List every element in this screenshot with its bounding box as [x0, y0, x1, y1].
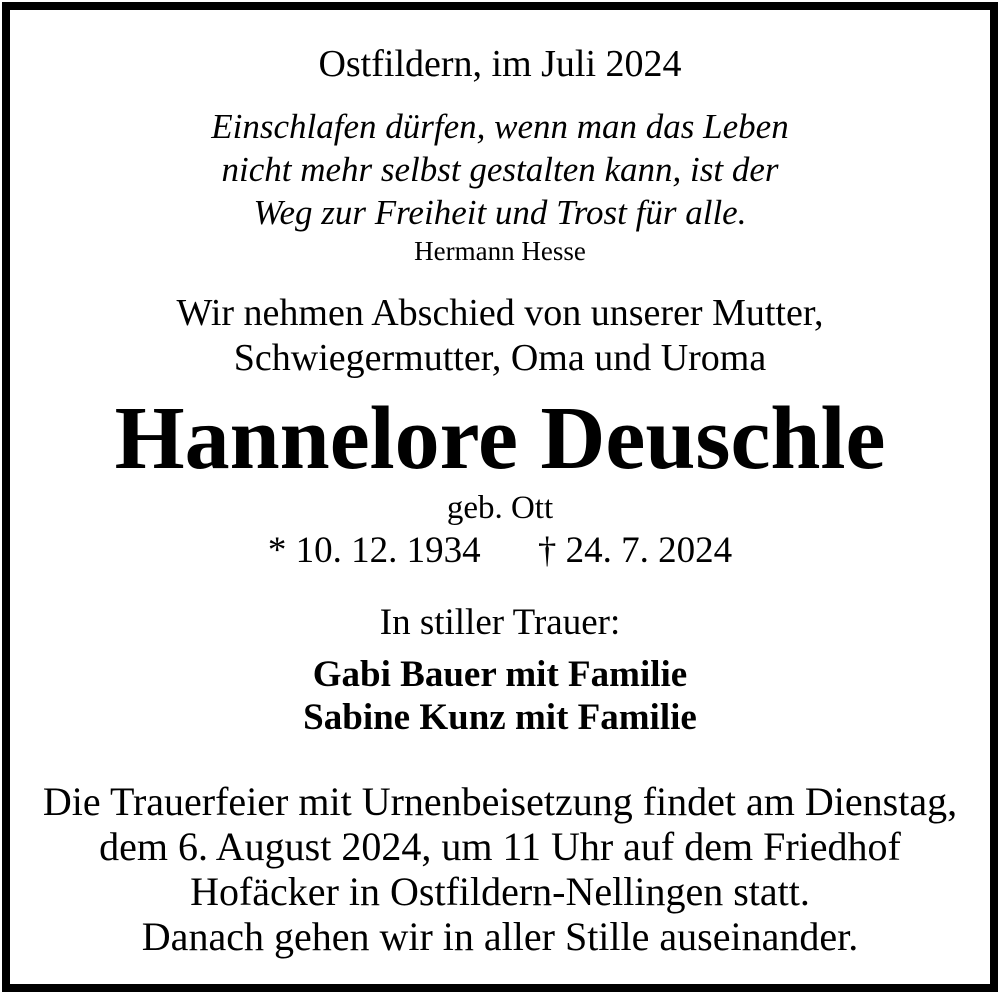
mourners-list	[10, 653, 990, 739]
maiden-name: geb. Ott	[446, 490, 554, 526]
mourner: Sabine Kunz mit Familie	[303, 697, 697, 738]
mourner: Gabi Bauer mit Familie	[312, 654, 688, 695]
birth-date: * 10. 12. 1934	[267, 530, 481, 571]
death-date: † 24. 7. 2024	[537, 530, 733, 571]
funeral-details-line: Hofäcker in Ostfildern-Nellingen statt.	[190, 869, 810, 914]
funeral-details-line: dem 6. August 2024, um 11 Uhr auf dem Friedhof	[99, 824, 901, 869]
obituary-notice	[2, 2, 998, 992]
dateline: Ostfildern, im Juli 2024	[318, 43, 682, 85]
life-dates	[10, 530, 990, 572]
farewell-intro-line: Wir nehmen Abschied von unserer Mutter,	[176, 292, 824, 334]
funeral-details	[10, 779, 990, 959]
farewell-intro-line: Schwiegermutter, Oma und Uroma	[233, 337, 767, 379]
quote-attribution: Hermann Hesse	[414, 236, 586, 266]
deceased-name: Hannelore Deuschle	[114, 389, 886, 488]
quote-block	[10, 105, 990, 267]
funeral-details-line: Danach gehen wir in aller Stille auseinander.	[141, 914, 859, 959]
quote-line: Einschlafen dürfen, wenn man das Leben	[211, 107, 789, 146]
quote-line: nicht mehr selbst gestalten kann, ist der	[221, 150, 779, 189]
farewell-intro	[10, 291, 990, 381]
funeral-details-line: Die Trauerfeier mit Urnenbeisetzung findet am Dienstag,	[42, 779, 958, 824]
quote-line: Weg zur Freiheit und Trost für alle.	[253, 193, 747, 232]
mourning-heading: In stiller Trauer:	[379, 602, 621, 643]
